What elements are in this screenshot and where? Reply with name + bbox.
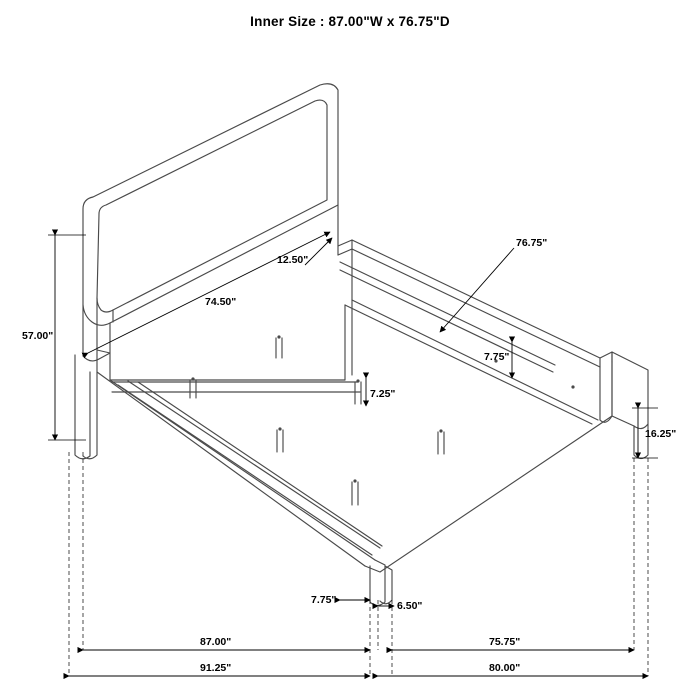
dimension-label-inner-width-bottom: 87.00" [200,636,232,648]
dimension-label-side-rail-height: 7.75" [484,351,510,363]
dimension-label-headboard-inner-width: 74.50" [205,296,237,308]
page-title: Inner Size : 87.00"W x 76.75"D [250,14,450,29]
dimension-lines [48,232,658,676]
dimension-label-leg-width: 6.50" [397,600,423,612]
dimension-label-overall-depth: 80.00" [489,662,521,674]
dimension-label-inner-depth-bottom: 75.75" [489,636,521,648]
dimension-label-rail-clearance: 16.25" [645,428,677,440]
dimension-label-leg-offset: 7.75" [311,594,337,606]
dimension-label-overall-width: 91.25" [200,662,232,674]
dimension-label-headboard-panel-thickness: 12.50" [277,254,309,266]
dimension-label-slat-width: 7.25" [370,388,396,400]
bed-outline [75,84,648,606]
dimension-label-overall-height: 57.00" [22,330,54,342]
dimension-label-inner-depth: 76.75" [516,237,548,249]
